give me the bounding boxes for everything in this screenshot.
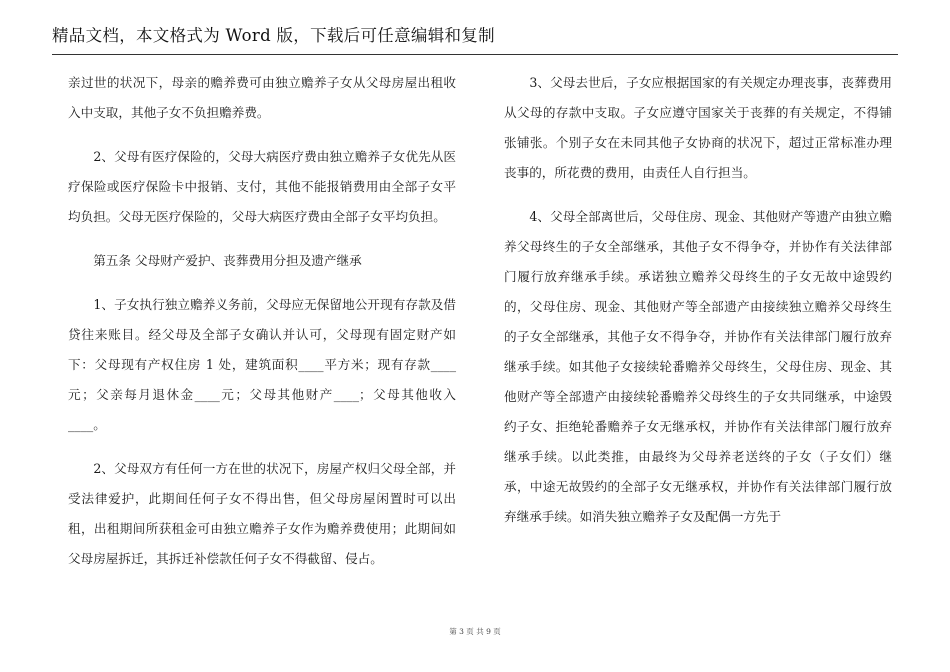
section-heading: 第五条 父母财产爱护、丧葬费用分担及遗产继承 (68, 253, 362, 268)
paragraph: 1、子女执行独立赡养义务前，父母应无保留地公开现有存款及借贷往来账目。经父母及全部子女确认并认可，父母现有固定财产如下：父母现有产权住房 1 处，建筑面积____平方米；现有存款____元；父亲每月退休金____元；父母其他财产____；父母其他收入____。 (68, 297, 456, 432)
right-text-column (504, 68, 892, 546)
paragraph: 4、父母全部离世后，父母住房、现金、其他财产等遗产由独立赡养父母终生的子女全部继承，其他子女不得争夺，并协作有关法律部门履行放弃继承手续。承诺独立赡养父母终生的子女无故中途毁约的，父母住房、现金、其他财产等全部遗产由接续独立赡养父母终生的子女全部继承，其他子女不得争夺，并协作有关法律部门履行放弃继承手续。如其他子女接续轮番赡养父母终生，父母住房、现金、其他财产等全部遗产由接续轮番赡养父母终生的子女共同继承，中途毁约子女、拒绝轮番赡养子女无继承权，并协作有关法律部门履行放弃继承手续。以此类推，由最终为父母养老送终的子女（子女们）继承，中途无故毁约的全部子女无继承权，并协作有关法律部门履行放弃继承手续。如消失独立赡养子女及配偶一方先于 (504, 209, 892, 524)
document-header-title: 精品文档，本文格式为 Word 版，下载后可任意编辑和复制 (52, 26, 495, 45)
paragraph: 亲过世的状况下，母亲的赡养费可由独立赡养子女从父母房屋出租收入中支取，其他子女不负担赡养费。 (68, 75, 456, 120)
left-text-column (68, 68, 456, 588)
paragraph: 3、父母去世后，子女应根据国家的有关规定办理丧事，丧葬费用从父母的存款中支取。子女应遵守国家关于丧葬的有关规定，不得铺张铺张。个别子女在未同其他子女协商的状况下，超过正常标准办理丧事的，所花费的费用，由责任人自行担当。 (504, 75, 892, 180)
paragraph: 2、父母双方有任何一方在世的状况下，房屋产权归父母全部，并受法律爱护，此期间任何子女不得出售，但父母房屋闲置时可以出租，出租期间所获租金可由独立赡养子女作为赡养费使用；此期间如父母房屋拆迁，其拆迁补偿款任何子女不得截留、侵占。 (68, 461, 456, 566)
header-divider (52, 54, 898, 55)
page-number: 第 3 页 共 9 页 (449, 627, 501, 636)
paragraph: 2、父母有医疗保险的，父母大病医疗费由独立赡养子女优先从医疗保险或医疗保险卡中报销、支付，其他不能报销费用由全部子女平均负担。父母无医疗保险的，父母大病医疗费由全部子女平均负担。 (68, 149, 456, 224)
